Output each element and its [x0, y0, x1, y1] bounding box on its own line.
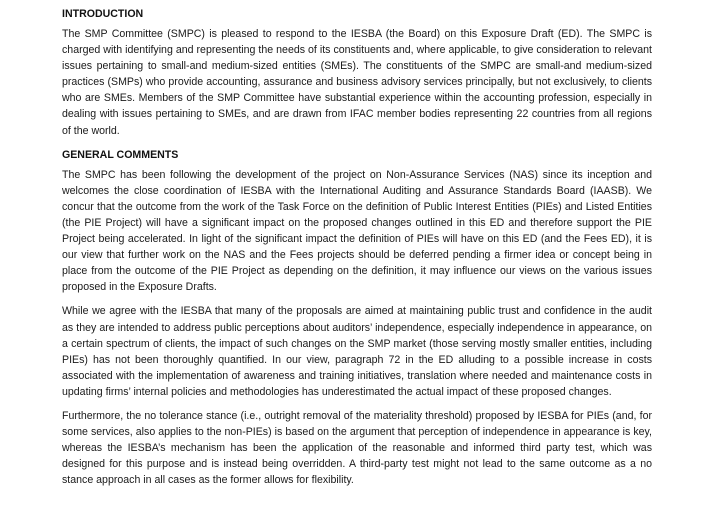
general-comments-paragraph-2: While we agree with the IESBA that many of the proposals are aimed at maintaining public trust and confidence in the audit as they are intended to address public perceptions about auditors’ independence, especially independence in appearance, on a certain spectrum of clients, the impact of such changes on the SMP market (those serving mostly smaller entities, including PIEs) has not been thoroughly quantified. In our view, paragraph 72 in the ED alluding to a possible increase in costs associated with the implementation of awareness and training initiatives, translation where needed and maintenance costs in updating firms’ internal policies and methodologies has underestimated the actual impact of these proposed changes.: [62, 305, 652, 398]
general-comments-paragraph-1: The SMPC has been following the development of the project on Non-Assurance Services (NAS) since its inception and welcomes the close coordination of IESBA with the International Auditing and Assurance Standards Board (IAASB). We concur that the outcome from the work of the Task Force on the definition of Public Interest Entities (PIEs) and Listed Entities (the PIE Project) will have a significant impact on the proposed changes outlined in this ED and therefore support the PIE Project being accelerated. In light of the significant impact the definition of PIEs will have on this ED (and the Fees ED), it is our view that further work on the NAS and the Fees projects should be deferred pending a firmer idea or concept being in place from the outcome of the PIE Project as depending on the definition, it may influence our views on the various issues proposed in the Exposure Drafts.: [62, 168, 652, 294]
introduction-heading: INTRODUCTION: [62, 8, 144, 20]
general-comments-heading: GENERAL COMMENTS: [62, 148, 179, 161]
introduction-paragraph: The SMP Committee (SMPC) is pleased to respond to the IESBA (the Board) on this Exposure Draft (ED). The SMPC is charged with identifying and representing the needs of its constituents and, where applicable, to give consideration to relevant issues pertaining to small-and medium-sized entities (SMEs). The constituents of the SMPC are small-and medium-sized practices (SMPs) who provide accounting, assurance and business advisory services principally, but not exclusively, to clients who are SMEs. Members of the SMP Committee have substantial experience within the accounting profession, especially in dealing with issues pertaining to SMEs, and are drawn from IFAC member bodies representing 22 countries from all regions of the world.: [62, 28, 652, 137]
document-body: [62, 6, 652, 496]
general-comments-paragraph-3: Furthermore, the no tolerance stance (i.e., outright removal of the materiality threshold) proposed by IESBA for PIEs (and, for some services, also applies to the non-PIEs) is based on the argument that perception of independence in appearance is key, whereas the IESBA’s mechanism has been the application of the reasonable and informed third party test, which was designed for this purpose and is instead being overridden. A third-party test might not lead to the same outcome as a no stance approach in all cases as the former allows for flexibility.: [62, 409, 652, 487]
